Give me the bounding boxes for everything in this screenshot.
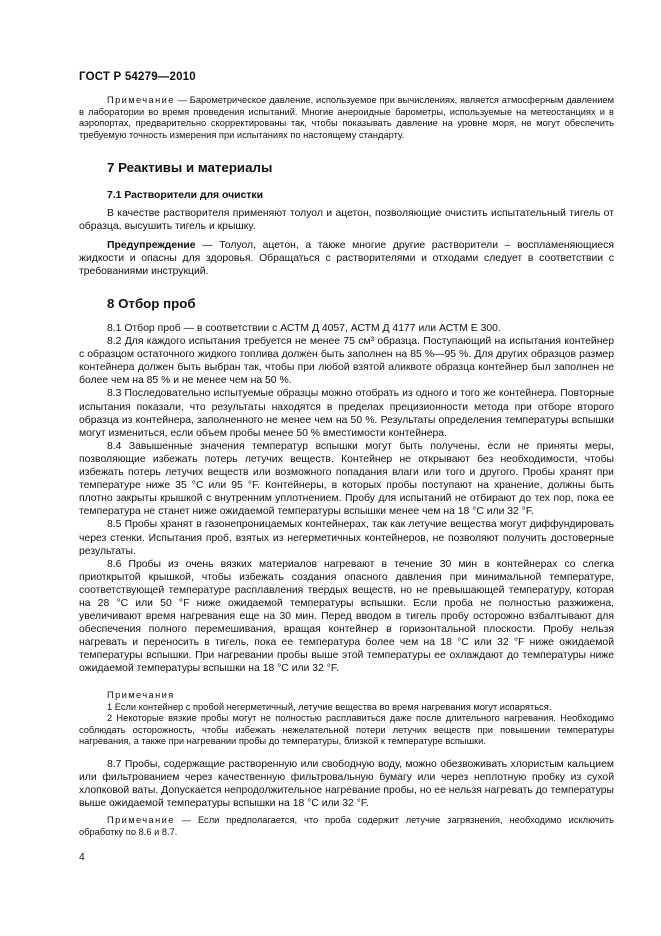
- warning-paragraph: [79, 239, 614, 278]
- final-note-text: — Если предполагается, что проба содержит летучие загрязнения, необходимо исключить обработку по 8.6 и 8.7.: [79, 815, 614, 837]
- subsection-7-1-heading: [79, 190, 614, 201]
- notes-block: [79, 690, 614, 748]
- paragraph-8-4: 8.4 Завышенные значения температур вспышки могут быть получены, если не приняты меры, позволяющие избежать потерь летучих веществ. Контейнер не открывают без необходимости, чтобы избежать потерь летучих веществ или возможного попадания влаги или того и другого. Пробы хранят при температуре ниже 35 °С или 95 °F. Контейнеры, в которых пробы поступают на хранение, должны быть плотно закрыты крышкой с внутренним уплотнением. Пробу для испытаний не отбирают до тех пор, пока ее температура не станет ниже ожидаемой температуры вспышки менее чем на 18 °С или 32 °F.: [79, 440, 614, 518]
- paragraph-8-7: 8.7 Пробы, содержащие растворенную или свободную воду, можно обезвоживать хлористым кальцием или фильтрованием через качественную фильтровальную бумагу или через неплотную пробку из сухой хлопковой ваты. Допускается непродолжительное нагревание пробы, но ее нельзя нагревать до температуры выше ожидаемой температуры вспышки на 18 °С или 32 °F.: [79, 759, 614, 810]
- paragraph-8-3: 8.3 Последовательно испытуемые образцы можно отобрать из одного и того же контейнера. Повторные испытания показали, что результаты находятся в пределах прецизионности метода при отборе второго образца из контейнера, заполненного не менее чем на 50 %. Результаты определения температуры вспышки могут измениться, если объем пробы менее 50 % вместимости контейнера.: [79, 388, 614, 439]
- paragraph-8-7-block: [79, 758, 614, 810]
- note-2: 2 Некоторые вязкие пробы могут не полностью расплавиться даже после длительного нагревания. Необходимо соблюдать осторожность, чтобы избежать нежелательной потери летучих веществ при повышении температуры нагревания, а также при нагревании пробы до температуры, близкой к температуре вспышки.: [79, 713, 614, 747]
- paragraph-7-1: [79, 207, 614, 233]
- note-label: Примечание: [107, 95, 175, 105]
- section-title: 7 Реактивы и материалы: [107, 160, 273, 175]
- note-barometric: [79, 95, 614, 141]
- section-8-body: [79, 322, 614, 676]
- paragraph-8-6: 8.6 Пробы из очень вязких материалов нагревают в течение 30 мин в контейнерах со слегка приоткрытой крышкой, чтобы избежать создания опасного давления при минимальной температуре, соответствующей температуре расплавления твердых веществ, но не превышающей температуру, которая на 28 °С или 50 °F ниже ожидаемой температуры вспышки. Если проба не полностью разжижена, увеличивают время нагревания еще на 30 мин. Перед вводом в тигель пробу осторожно взбалтывают для обеспечения полного перемешивания, вращая контейнер в горизонтальной плоскости. Пробу нельзя нагревать и переносить в тигель, пока ее температура более чем на 18 °С или 32 °F ниже ожидаемой температуры вспышки. При нагревании пробы выше этой температуры ее охлаждают до температуры ниже ожидаемой температуры вспышки на 18 °С или 32 °F.: [79, 558, 614, 675]
- note-text: — Барометрическое давление, используемое при вычислениях, является атмосферным давлением в лаборатории во время проведения испытаний. Многие анероидные барометры, используемые на метеостанциях и в аэропортах, предварительно скорректированы так, чтобы показывать давление на уровне моря, не могут обеспечить требуемую точность измерения при испытаниях по настоящему стандарту.: [79, 95, 614, 140]
- paragraph-8-2: 8.2 Для каждого испытания требуется не менее 75 см³ образца. Поступающий на испытания контейнер с образцом остаточного жидкого топлива должен быть заполнен на 85 %—95 %. Для других образцов размер контейнера должен быть выбран так, чтобы при любой взятой аликвоте образца контейнер был заполнен не более чем на 85 % и не менее чем на 50 %.: [79, 336, 614, 387]
- section-7-heading: [79, 160, 614, 175]
- paragraph-text: В качестве растворителя применяют толуол и ацетон, позволяющие очистить испытательный тигель от образца, высушить тигель и крышку.: [79, 208, 614, 233]
- warning-label: Предупреждение: [107, 240, 196, 251]
- final-note-label: Примечание: [107, 815, 175, 825]
- document-header: ГОСТ Р 54279—2010: [79, 71, 196, 83]
- notes-label: Примечания: [107, 690, 175, 700]
- paragraph-8-5: 8.5 Пробы хранят в газонепроницаемых контейнерах, так как летучие вещества могут диффундировать через стенки. Испытания проб, взятых из негерметичных контейнеров, не позволяют получить достоверные результаты.: [79, 519, 614, 557]
- section-8-heading: [79, 296, 614, 311]
- paragraph-8-1: 8.1 Отбор проб — в соответствии с АСТМ Д 4057, АСТМ Д 4177 или АСТМ Е 300.: [107, 323, 501, 334]
- note-1: 1 Если контейнер с пробой негерметичный, летучие вещества во время нагревания могут испаряться.: [107, 701, 552, 712]
- section-title: 8 Отбор проб: [107, 296, 196, 311]
- subsection-title: 7.1 Растворители для очистки: [107, 190, 263, 201]
- page-number: 4: [79, 852, 85, 863]
- final-note: [79, 815, 614, 838]
- warning-text: — Толуол, ацетон, а также многие другие растворители – воспламеняющиеся жидкости и опасны для здоровья. Обращаться с растворителями и отходами следует в соответствии с требованиями инструкций.: [79, 240, 614, 278]
